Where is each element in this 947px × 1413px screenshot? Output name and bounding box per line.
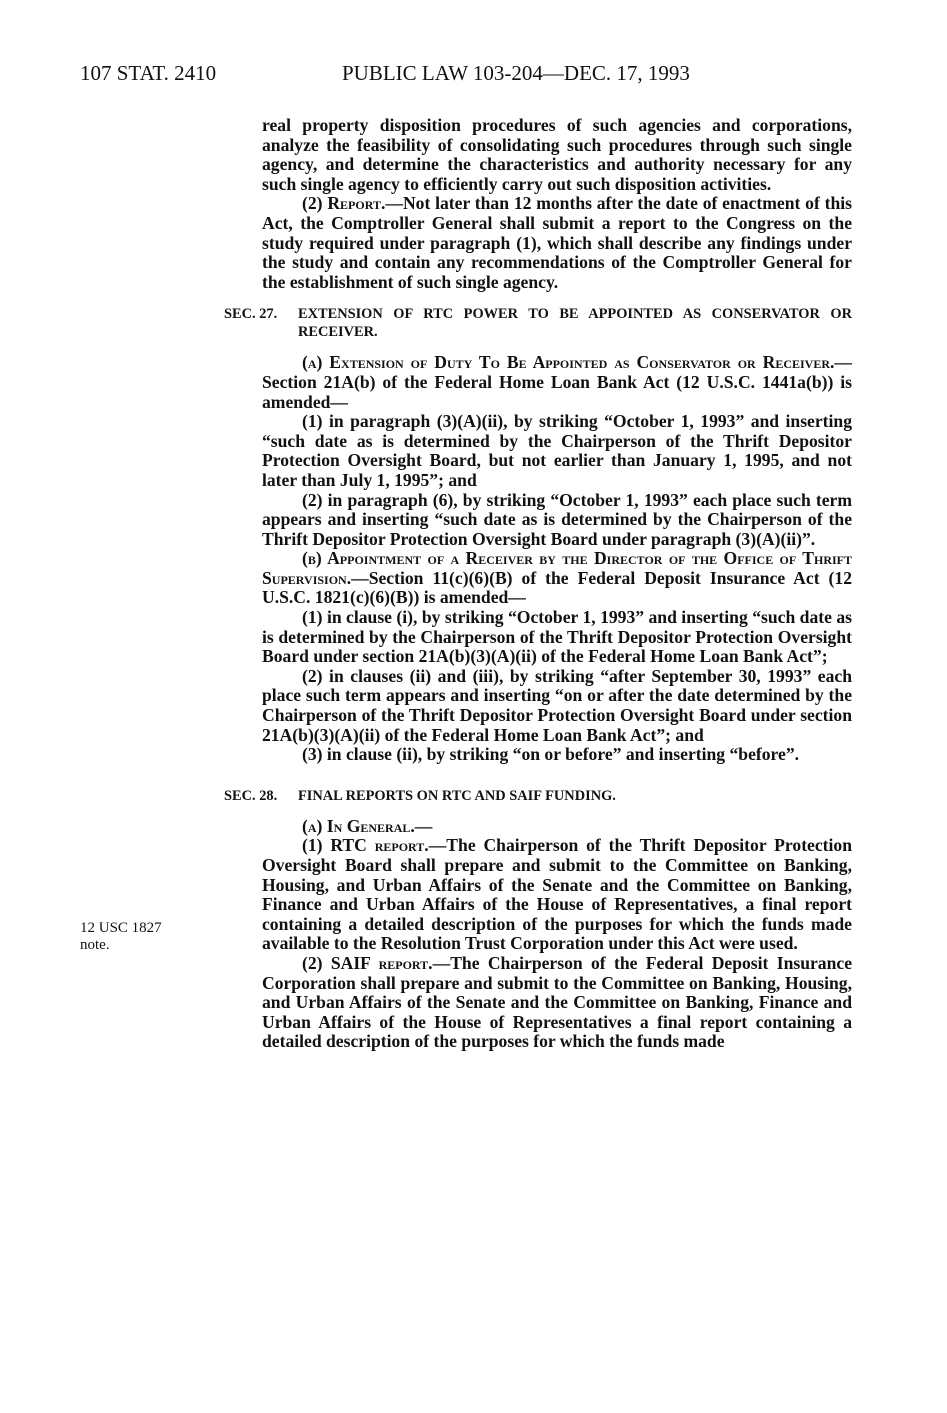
section-28-heading xyxy=(224,787,852,805)
sec28-subsection-a xyxy=(262,817,852,837)
sec27-b-clause-1: (1) in clause (i), by striking “October 1, 1993” and inserting “such date as is determined by the Chairperson of the Thrift Depositor Protection Oversight Board under section 21A(b)(3)(A)(ii) of the Federal Home Loan Bank Act”; xyxy=(262,607,852,667)
sec28-a-heading: (a) In General.— xyxy=(302,815,433,836)
sec27-subsection-a xyxy=(262,353,852,412)
sec27-b-clause-2: (2) in clauses (ii) and (iii), by striking “after September 30, 1993” each place such term appears and inserting “on or after the date determined by the Chairperson of the Thrift Depositor Protection Oversight Board under section 21A(b)(3)(A)(ii) of the Federal Home Loan Bank Act”; and xyxy=(262,665,852,745)
sec28-rtc-heading: (1) RTC report. xyxy=(302,835,429,856)
report-text: —Not later than 12 months after the date of enactment of this Act, the Comptroller General shall submit a report to the Congress on the study required under paragraph (1), which shall describe any findings under the study and contain any recommendations of the Comptroller General for the establishment of such single agency. xyxy=(262,193,853,292)
sec27-a-heading: (a) Extension of Duty To Be Appointed as Conservator or Receiver. xyxy=(302,352,835,373)
section-27-title: EXTENSION OF RTC POWER TO BE APPOINTED AS CONSERVATOR OR RECEIVER. xyxy=(298,306,852,341)
document-body xyxy=(224,115,853,1052)
section-28-number: SEC. 28. xyxy=(224,787,278,804)
sec28-saif-heading: (2) SAIF report. xyxy=(302,952,433,973)
sec27-b-heading: (b) Appointment of a Receiver by the Director of the Office of Thrift Supervision. xyxy=(262,548,852,588)
sec28-saif-text: —The Chairperson of the Federal Deposit Insurance Corporation shall prepare and submit to the Committee on Banking, Housing, and Urban Affairs of the Senate and the Committee on Banking, Finance and Urban Affairs of the House of Representatives a final report containing a detailed description of the purposes for which the funds made xyxy=(262,952,853,1052)
margin-note-suffix: note. xyxy=(80,937,110,953)
section-27-number: SEC. 27. xyxy=(224,306,278,323)
sec28-rtc-report xyxy=(262,836,852,954)
margin-note xyxy=(80,920,200,954)
sec27-a-clause-2: (2) in paragraph (6), by striking “October 1, 1993” each place such term appears and inserting “such date as is determined by the Chairperson of the Thrift Depositor Protection Oversight Board under paragraph (3)(A)(ii)”. xyxy=(262,489,852,549)
sec28-rtc-text: —The Chairperson of the Thrift Depositor Protection Oversight Board shall prepare and submit to the Committee on Banking, Housing, and Urban Affairs of the Senate and the Committee on Banking, Finance and Urban Affairs of the House of Representatives, a final report containing a detailed description of the purposes for which the funds made available to the Resolution Trust Corporation under this Act were used. xyxy=(262,835,852,954)
margin-note-citation: 12 USC 1827 xyxy=(80,920,162,936)
sec27-a-clause-1: (1) in paragraph (3)(A)(ii), by striking “October 1, 1993” and inserting “such date as is determined by the Chairperson of the Thrift Depositor Protection Oversight Board, but not earlier than January 1, 1995, and not later than July 1, 1995”; and xyxy=(262,411,852,490)
paragraph-intro: real property disposition procedures of such agencies and corporations, analyze the feasibility of consolidating such procedures through such single agency, and determine the characteristics and authority necessary for any such single agency to efficiently carry out such disposition activities. xyxy=(262,115,852,194)
sec27-b-text: —Section 11(c)(6)(B) of the Federal Deposit Insurance Act (12 U.S.C. 1821(c)(6)(B)) is amended— xyxy=(262,567,852,608)
sec27-a-text: —Section 21A(b) of the Federal Home Loan Bank Act (12 U.S.C. 1441a(b)) is amended— xyxy=(262,352,852,412)
report-heading: (2) Report. xyxy=(302,193,386,214)
sec27-b-clause-3: (3) in clause (ii), by striking “on or before” and inserting “before”. xyxy=(302,744,800,765)
paragraph-report xyxy=(262,194,852,292)
public-law-title: PUBLIC LAW 103-204—DEC. 17, 1993 xyxy=(342,61,690,85)
section-27-heading xyxy=(224,305,852,341)
stat-page-number: 107 STAT. 2410 xyxy=(80,61,217,85)
section-28-title: FINAL REPORTS ON RTC AND SAIF FUNDING. xyxy=(298,787,616,804)
sec28-saif-report xyxy=(262,954,852,1052)
sec27-subsection-b xyxy=(262,549,852,608)
